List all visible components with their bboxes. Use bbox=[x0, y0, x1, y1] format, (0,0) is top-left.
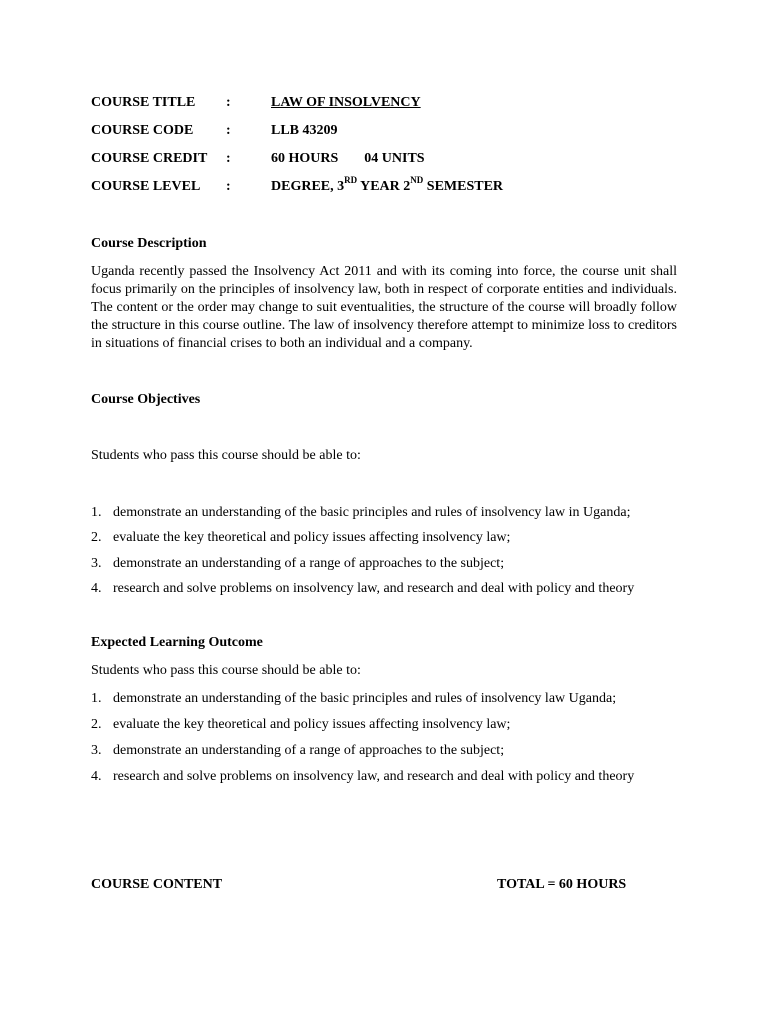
learning-outcome-heading: Expected Learning Outcome bbox=[91, 635, 263, 650]
list-text: demonstrate an understanding of the basic principles and rules of insolvency law Uganda; bbox=[113, 691, 617, 706]
list-text: research and solve problems on insolvency law, and research and deal with policy and theory bbox=[113, 581, 635, 596]
level-semester: SEMESTER bbox=[423, 179, 504, 194]
list-number: 3. bbox=[91, 556, 102, 571]
outcome-intro: Students who pass this course should be able to: bbox=[91, 663, 361, 678]
list-text: demonstrate an understanding of the basic principles and rules of insolvency law in Uganda; bbox=[113, 505, 631, 520]
course-objectives-heading: Course Objectives bbox=[91, 392, 201, 407]
course-code-label: COURSE CODE bbox=[91, 123, 194, 138]
credit-units: 04 UNITS bbox=[364, 151, 425, 166]
course-title-label: COURSE TITLE bbox=[91, 95, 196, 110]
course-code-value: LLB 43209 bbox=[271, 123, 338, 138]
list-text: demonstrate an understanding of a range of approaches to the subject; bbox=[113, 743, 505, 758]
objectives-intro: Students who pass this course should be able to: bbox=[91, 448, 361, 463]
list-number: 1. bbox=[91, 505, 102, 520]
course-title-value: LAW OF INSOLVENCY bbox=[271, 95, 421, 110]
colon: : bbox=[226, 179, 231, 194]
list-number: 3. bbox=[91, 743, 102, 758]
level-rd-superscript: RD bbox=[344, 175, 358, 186]
list-text: demonstrate an understanding of a range of approaches to the subject; bbox=[113, 556, 505, 571]
list-text: evaluate the key theoretical and policy issues affecting insolvency law; bbox=[113, 717, 511, 732]
course-content-label: COURSE CONTENT bbox=[91, 877, 223, 892]
level-nd-superscript: ND bbox=[410, 175, 424, 186]
level-year: YEAR 2 bbox=[357, 179, 411, 194]
course-description-heading: Course Description bbox=[91, 236, 207, 251]
list-text: research and solve problems on insolvency law, and research and deal with policy and theory bbox=[113, 769, 635, 784]
course-level-value bbox=[271, 175, 504, 196]
course-credit-label: COURSE CREDIT bbox=[91, 151, 208, 166]
level-degree: DEGREE, 3 bbox=[271, 179, 345, 194]
list-number: 1. bbox=[91, 691, 102, 706]
credit-hours: 60 HOURS bbox=[271, 151, 339, 166]
list-text: evaluate the key theoretical and policy issues affecting insolvency law; bbox=[113, 530, 511, 545]
list-number: 4. bbox=[91, 769, 102, 784]
colon: : bbox=[226, 95, 231, 110]
list-number: 4. bbox=[91, 581, 102, 596]
list-number: 2. bbox=[91, 530, 102, 545]
course-description-text: Uganda recently passed the Insolvency Act 2011 and with its coming into force, the course unit shall focus primarily on the principles of insolvency law, both in respect of corporate entities and individuals. The content or the order may change to suit eventualities, the structure of the course will broadly follow the structure in this course outline. The law of insolvency therefore attempt to minimize loss to creditors in situations of financial crises to both an individual and a company. bbox=[91, 264, 677, 351]
colon: : bbox=[226, 123, 231, 138]
course-credit-value bbox=[271, 150, 425, 168]
course-level-label: COURSE LEVEL bbox=[91, 179, 201, 194]
list-number: 2. bbox=[91, 717, 102, 732]
colon: : bbox=[226, 151, 231, 166]
course-content-total: TOTAL = 60 HOURS bbox=[497, 877, 627, 892]
